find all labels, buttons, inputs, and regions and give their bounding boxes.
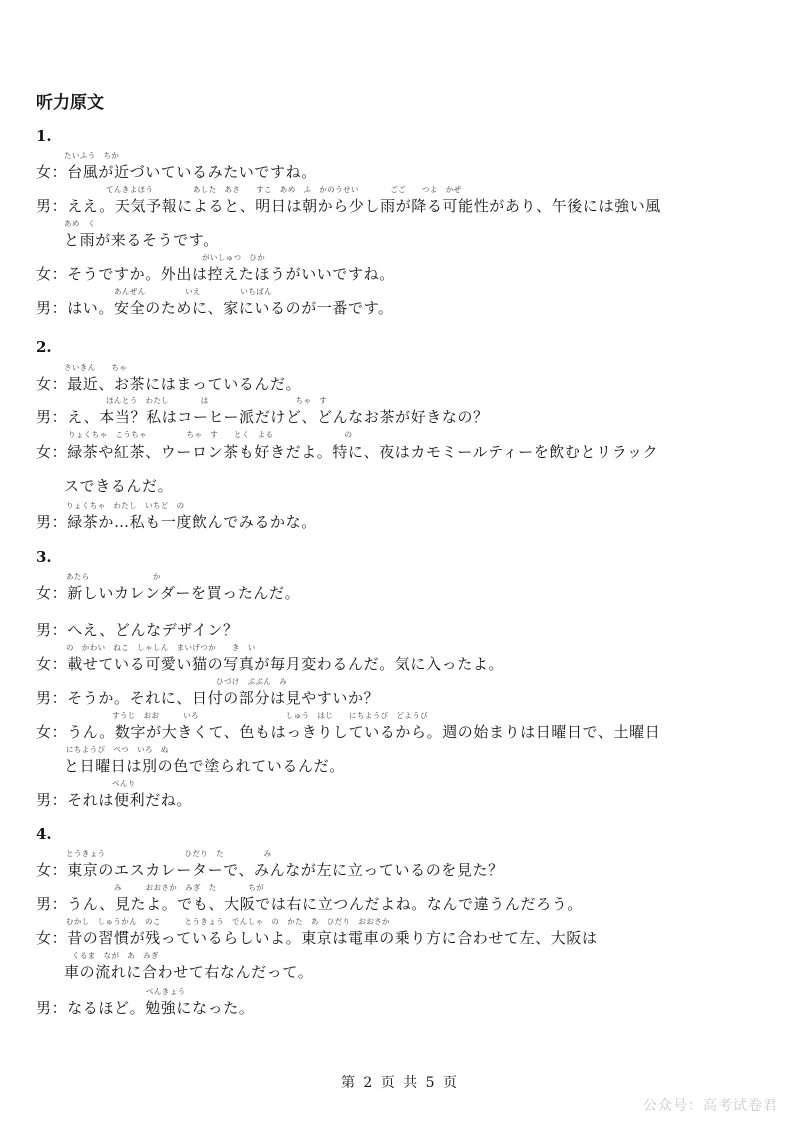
- furigana: にちようび べつ いろ ぬ: [66, 745, 169, 754]
- dialogue-line: と日曜日は別の色で塗られているんだ。: [64, 757, 345, 775]
- dialogue-line: 女：うん。数字が大きくて、色もはっきりしているから。週の始まりは日曜日で、土曜日: [36, 723, 661, 741]
- question-number-2: 2.: [36, 338, 52, 356]
- dialogue-line: 男：緑茶か…私も一度飲んでみるかな。: [36, 513, 317, 531]
- dialogue-line: 男：そうか。それに、日付の部分は見やすいか？: [36, 689, 380, 707]
- question-number-1: 1.: [36, 127, 52, 145]
- question-number-4: 4.: [36, 825, 52, 843]
- furigana: くるま なが あ みぎ: [72, 951, 159, 960]
- furigana: がいしゅつ ひか: [202, 253, 266, 262]
- furigana: むかし しゅうかん のこ とうきょう でんしゃ の かた あ ひだり おおさか: [66, 917, 390, 926]
- furigana: べんり: [112, 779, 136, 788]
- dialogue-line: 女：台風が近づいているみたいですね。: [36, 163, 317, 181]
- dialogue-line: 男：なるほど。勉強になった。: [36, 999, 255, 1017]
- page-title: 听力原文: [36, 93, 104, 113]
- watermark-text: 公众号：高考试卷君: [643, 1098, 778, 1114]
- furigana: てんきよほう あした あさ すこ あめ ふ かのうせい ごご つよ かぜ: [106, 185, 462, 194]
- furigana: あめ く: [64, 219, 96, 228]
- dialogue-line: 女：最近、お茶にはまっているんだ。: [36, 375, 302, 393]
- furigana: あたら か: [66, 572, 161, 581]
- dialogue-line: 女：そうですか。外出は控えたほうがいいですね。: [36, 265, 395, 283]
- dialogue-line: 車の流れに合わせて右なんだって。: [64, 963, 314, 981]
- dialogue-line: 女：昔の習慣が残っているらしいよ。東京は電車の乗り方に合わせて左、大阪は: [36, 929, 598, 947]
- furigana: さいきん ちゃ: [64, 363, 128, 372]
- dialogue-line: 男：それは便利だね。: [36, 791, 193, 809]
- page-footer: 第 2 页 共 5 页: [340, 1075, 460, 1091]
- question-number-3: 3.: [36, 548, 52, 566]
- dialogue-line: 男：ええ。天気予報によると、明日は朝から少し雨が降る可能性があり、午後には強い風: [36, 197, 661, 215]
- dialogue-line: 女：新しいカレンダーを買ったんだ。: [36, 584, 301, 602]
- furigana: りょくちゃ こうちゃ ちゃ す とく よる の: [68, 430, 353, 439]
- furigana: とうきょう ひだり た み: [66, 849, 272, 858]
- furigana: りょくちゃ わたし いちど の: [66, 501, 185, 510]
- dialogue-line: 女：東京のエスカレーターで、みんなが左に立っているのを見た？: [36, 861, 504, 879]
- dialogue-line: 男：うん、見たよ。でも、大阪では右に立つんだよね。なんで違うんだろう。: [36, 895, 583, 913]
- dialogue-line: 男：へえ、どんなデザイン？: [36, 621, 239, 639]
- furigana: ほんとう わたし は ちゃ す: [106, 396, 328, 405]
- furigana: たいふう ちか: [64, 151, 120, 160]
- dialogue-line: 女：緑茶や紅茶、ウーロン茶も好きだよ。特に、夜はカモミールティーを飲むとリラック: [36, 443, 659, 461]
- furigana: べんきょう: [146, 987, 186, 996]
- dialogue-line: 男：え、本当？私はコーヒー派だけど、どんなお茶が好きなの？: [36, 408, 489, 426]
- dialogue-line: 女：載せている可愛い猫の写真が毎月変わるんだ。気に入ったよ。: [36, 655, 505, 673]
- furigana: み おおさか みぎ た ちが: [114, 883, 265, 892]
- dialogue-line: スできるんだ。: [64, 477, 174, 495]
- furigana: すうじ おお いろ しゅう はじ にちようび どようび: [112, 711, 428, 720]
- furigana: の かわい ねこ しゃしん まいげつか き い: [66, 643, 256, 652]
- dialogue-line: と雨が来るそうです。: [64, 231, 219, 249]
- furigana: ひづけ ぶぶん み: [216, 677, 288, 686]
- furigana: あんぜん いえ いちばん: [114, 287, 272, 296]
- dialogue-line: 男：はい。安全のために、家にいるのが一番です。: [36, 299, 394, 317]
